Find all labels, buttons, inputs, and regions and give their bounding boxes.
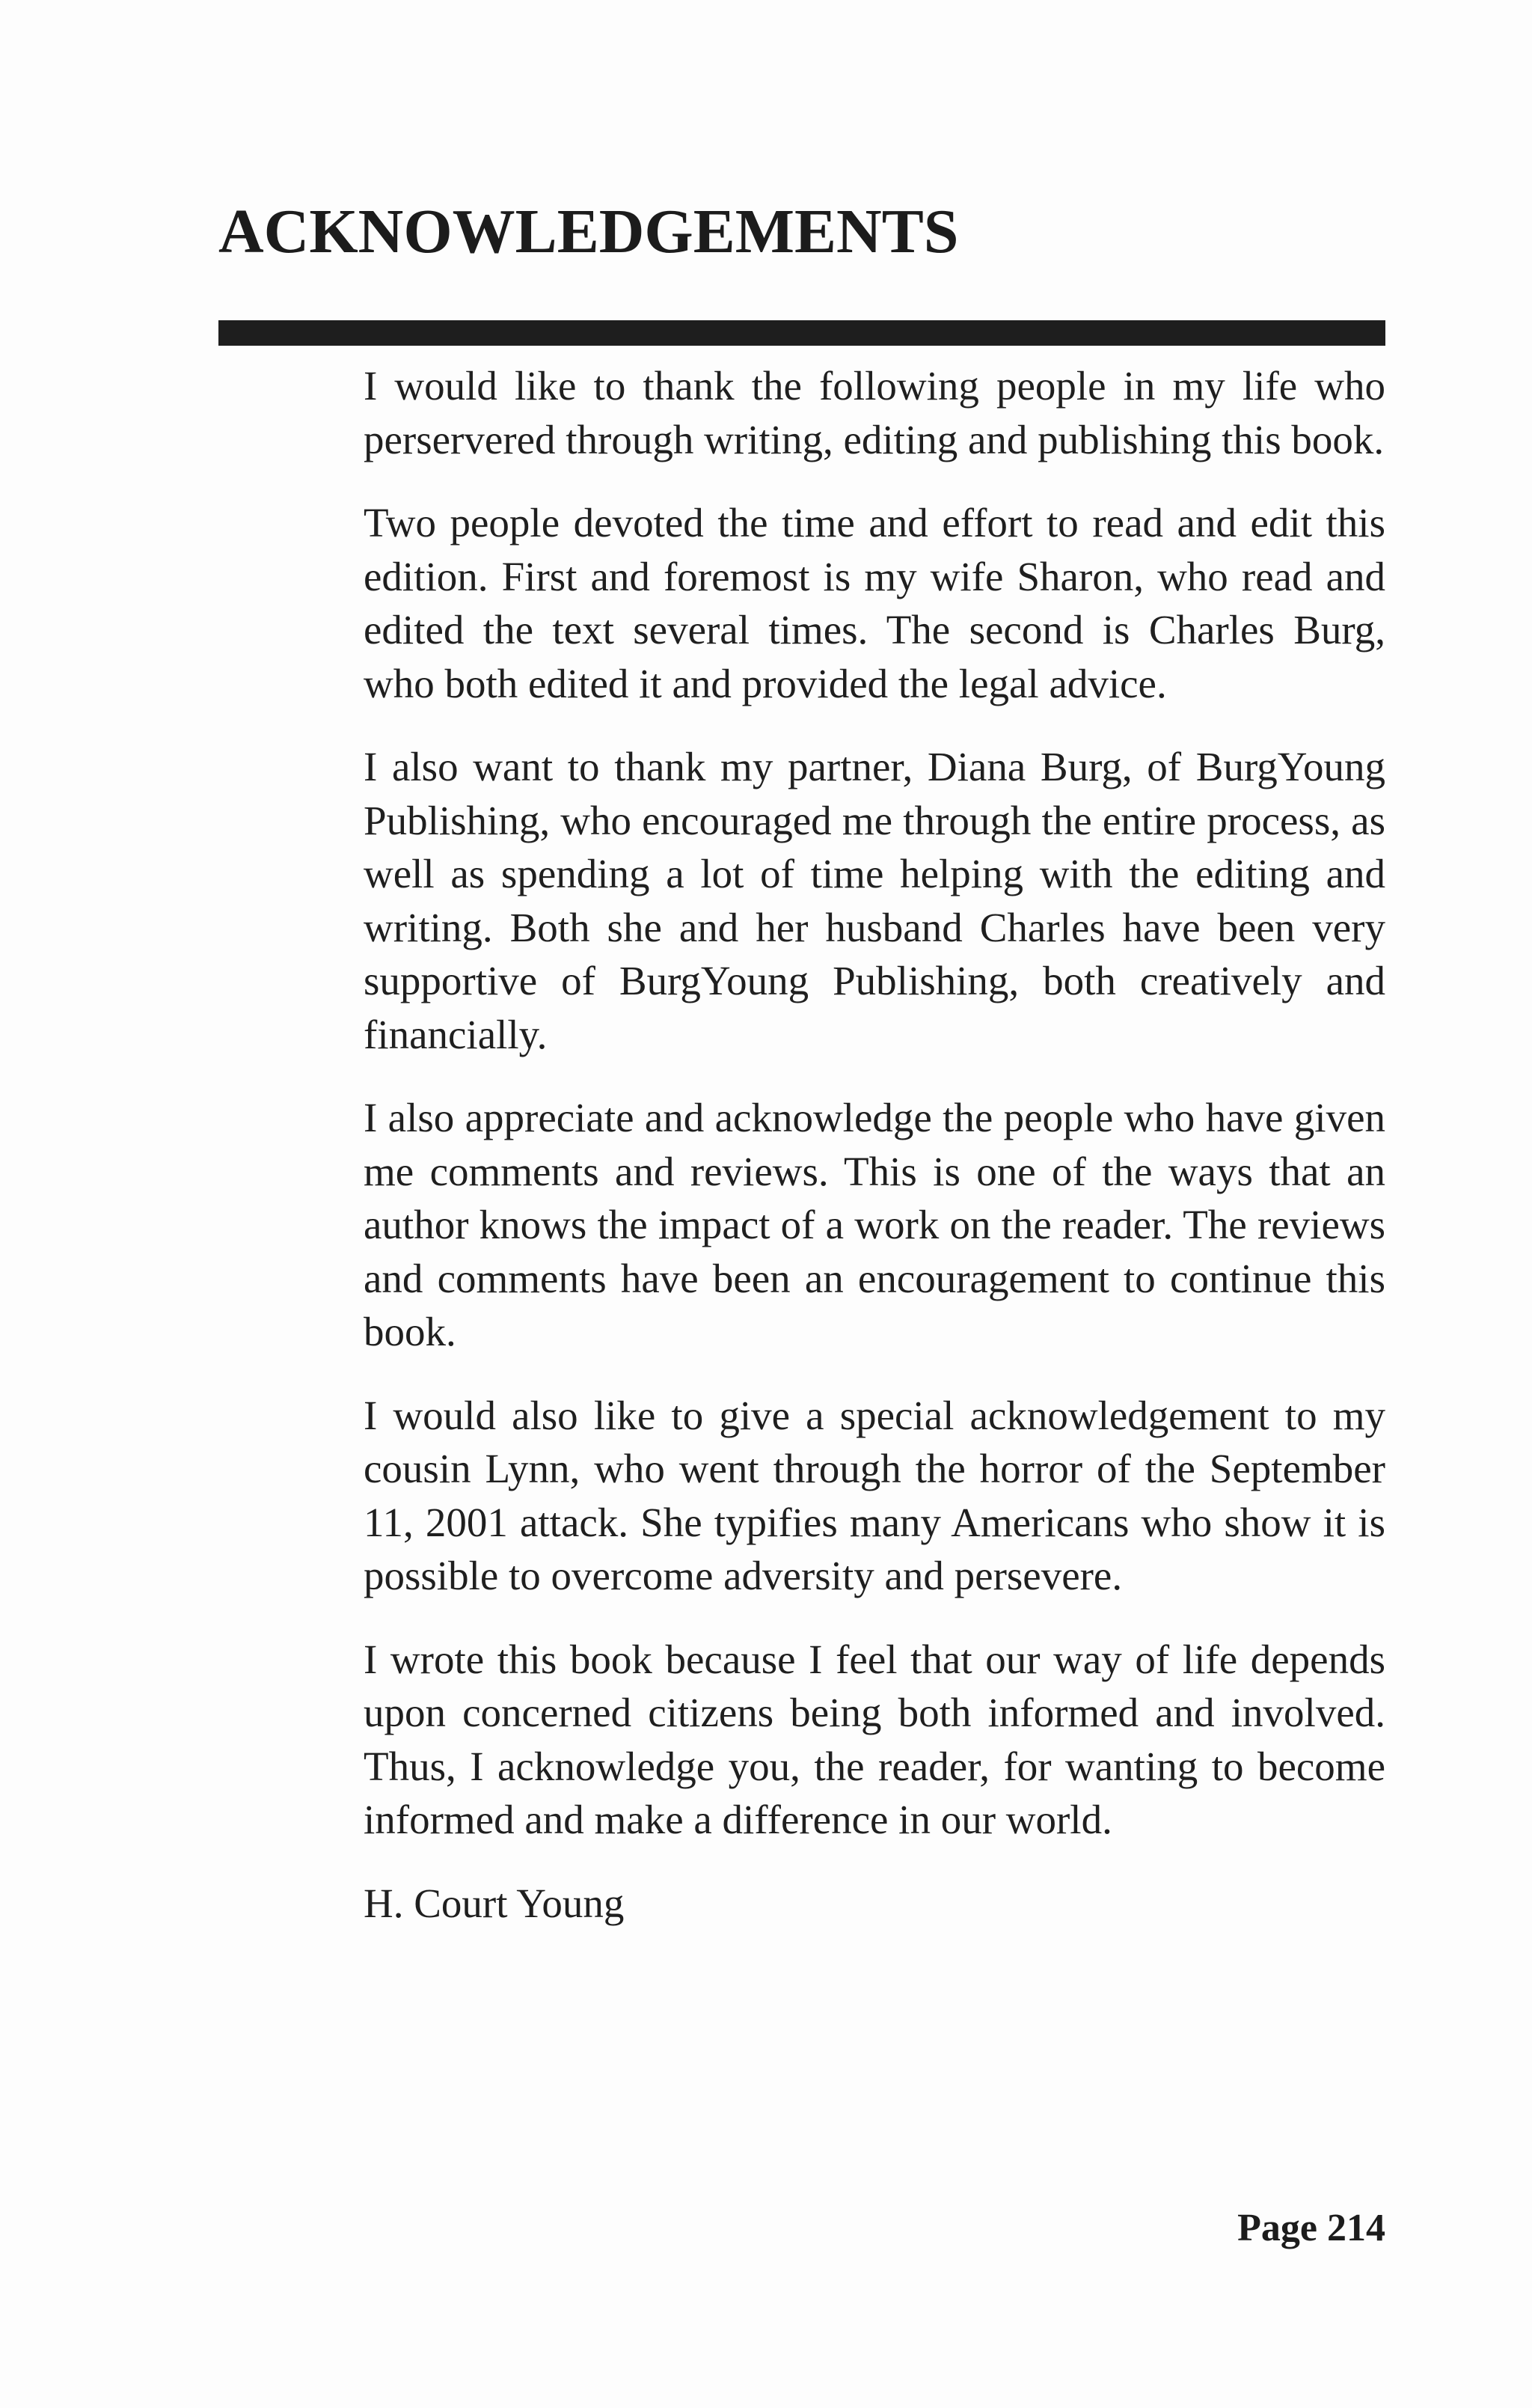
paragraph: I also appreciate and acknowledge the people who have given me comments and reviews. This is one of the ways that an author knows the impact of a work on the reader. The reviews and comments have been an encouragement to continue this book. — [364, 1095, 1385, 1354]
page-number: Page 214 — [1237, 2207, 1385, 2249]
paragraph: I also want to thank my partner, Diana Burg, of BurgYoung Publishing, who encouraged me through the entire process, as well as spending a lot of time helping with the editing and writing. Both she and her husband Charles have been very supportive of BurgYoung Publishing, both creatively and financially. — [364, 744, 1385, 1057]
author-signature: H. Court Young — [364, 1880, 625, 1926]
paragraph: I wrote this book because I feel that our way of life depends upon concerned citizens being both informed and involved. Thus, I acknowledge you, the reader, for wanting to become informed and make a difference in our world. — [364, 1636, 1385, 1842]
page-title: ACKNOWLEDGEMENTS — [218, 197, 959, 266]
paragraph: I would also like to give a special acknowledgement to my cousin Lynn, who went through the horror of the September 11, 2001 attack. She typifies many Americans who show it is possible to overcome adversity and persevere. — [364, 1392, 1385, 1598]
paragraph: Two people devoted the time and effort to read and edit this edition. First and foremost is my wife Sharon, who read and edited the text several times. The second is Charles Burg, who both edited it and provided the legal advice. — [364, 500, 1385, 706]
acknowledgements-body — [364, 359, 1385, 1930]
paragraph: I would like to thank the following people in my life who perservered through writing, editing and publishing this book. — [364, 363, 1385, 462]
heading-rule — [218, 320, 1385, 346]
